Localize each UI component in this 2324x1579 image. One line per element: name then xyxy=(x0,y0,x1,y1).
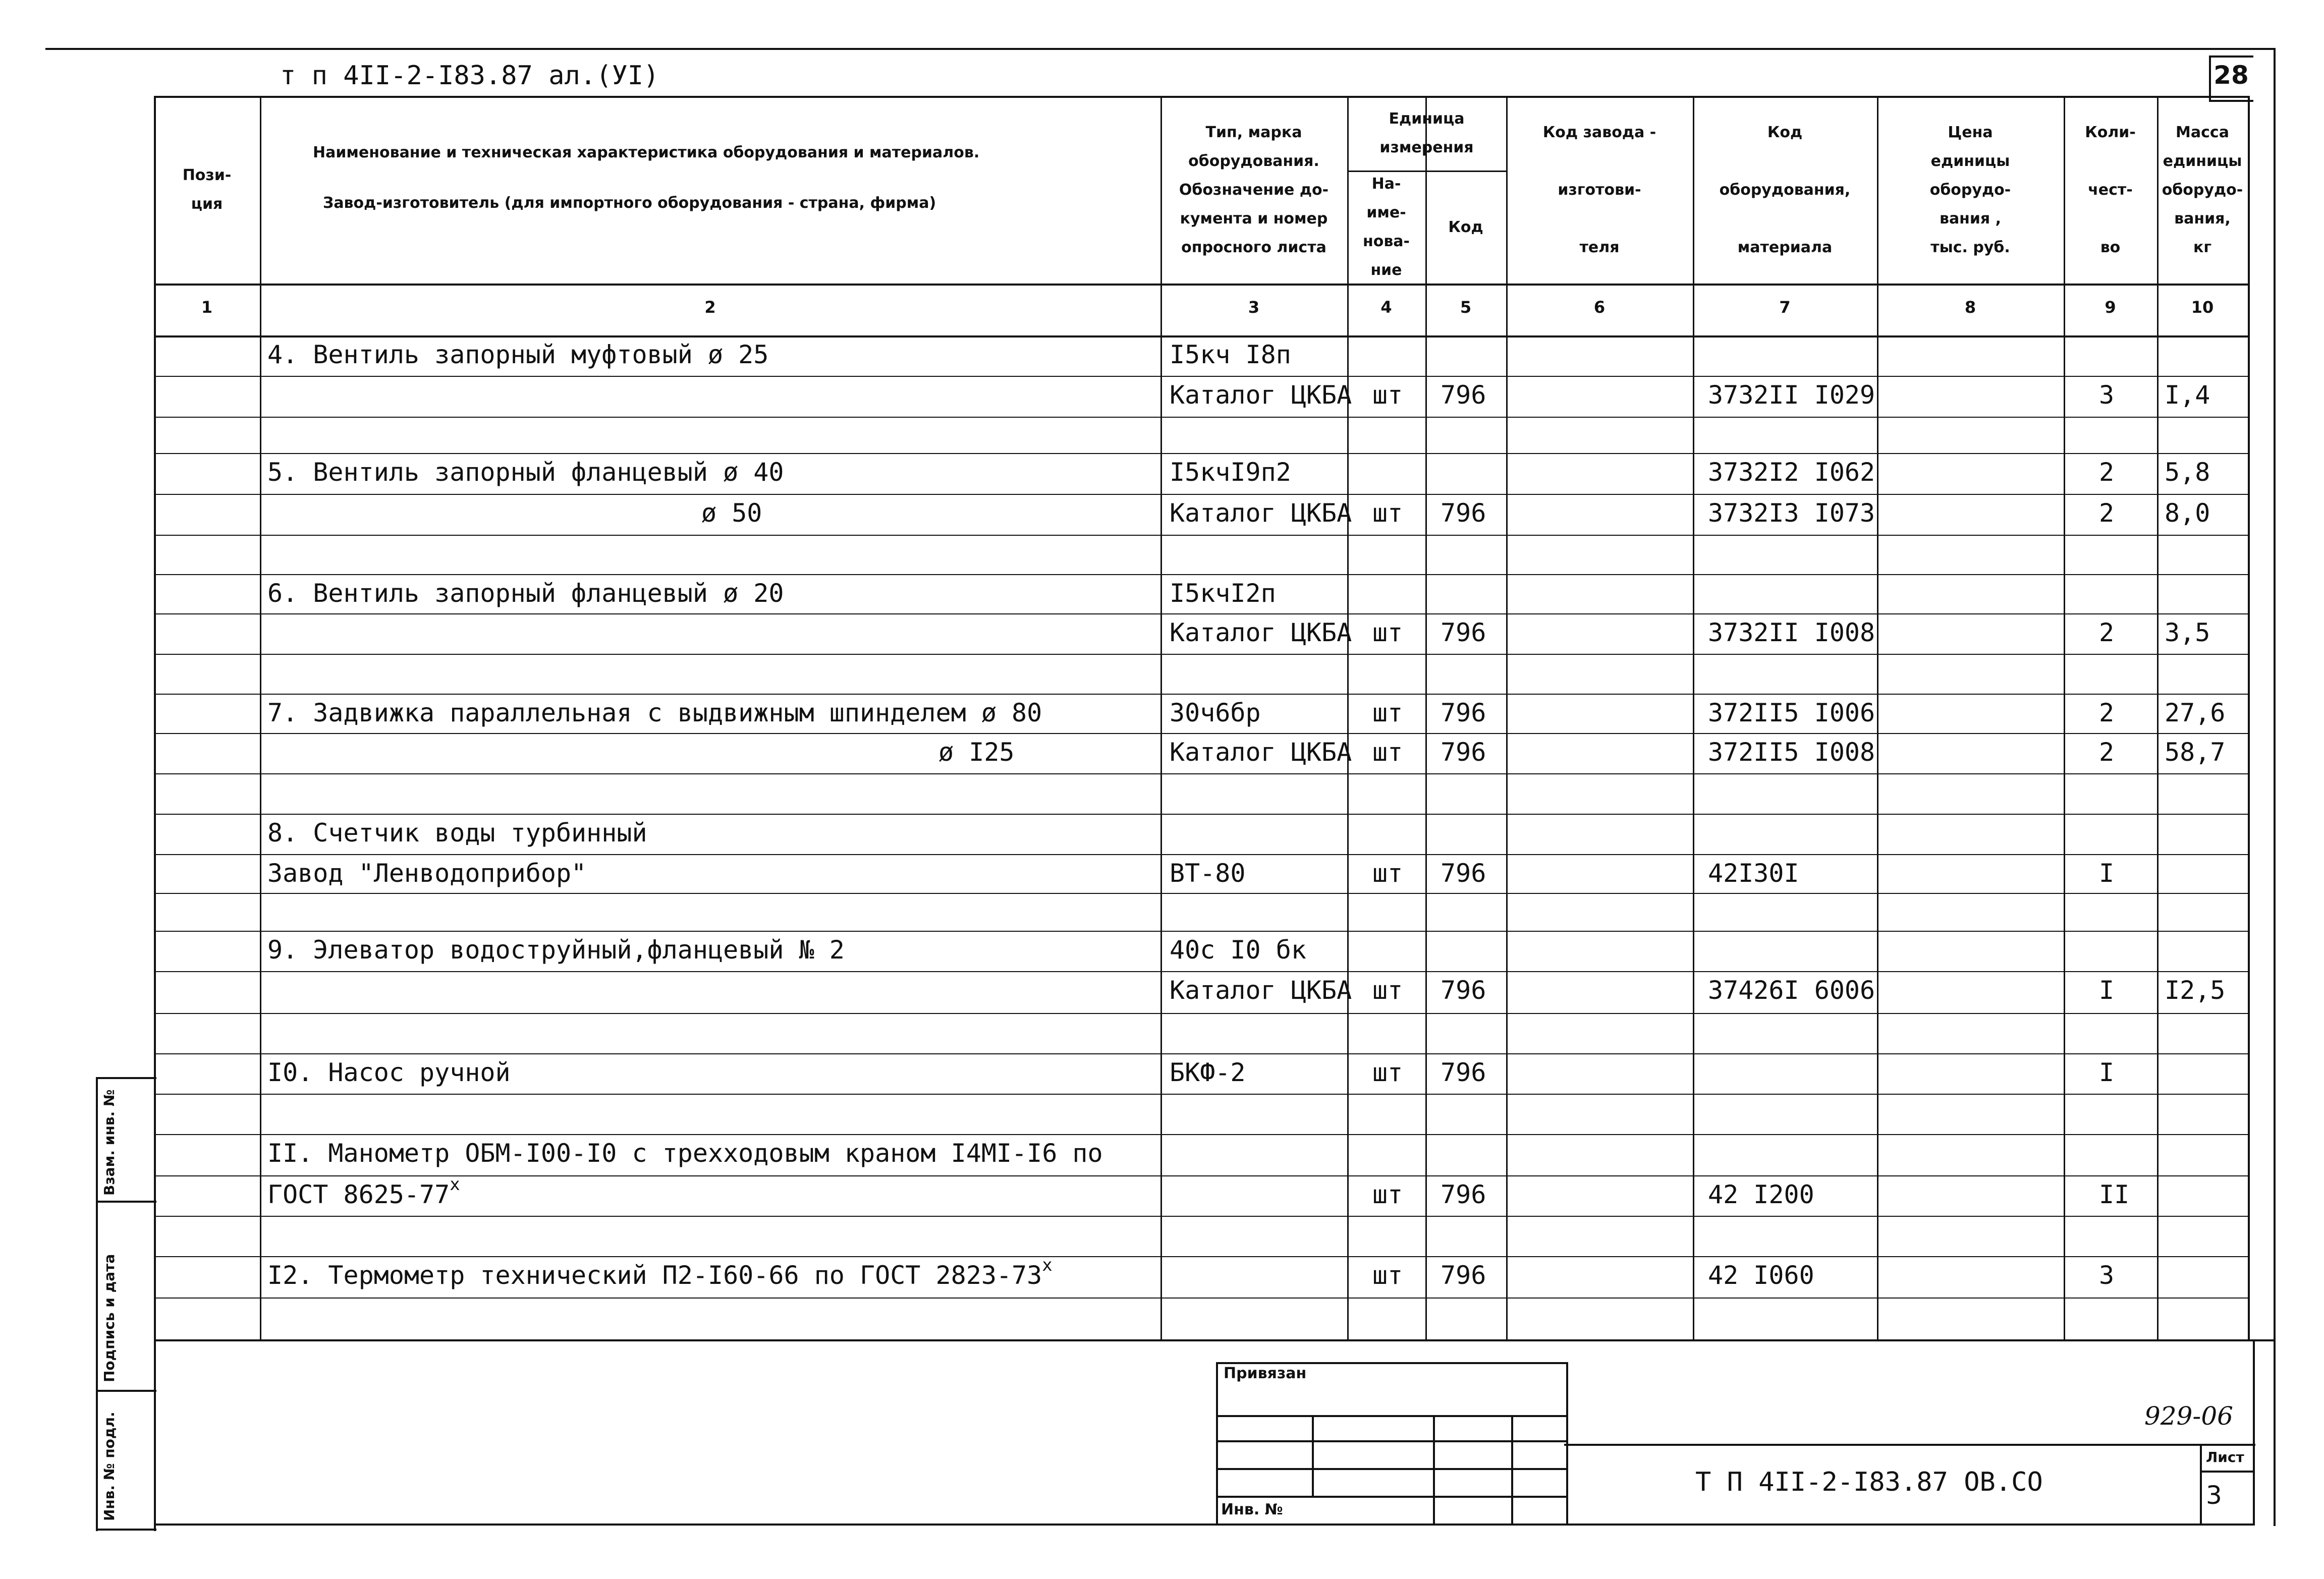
item-unit: шт xyxy=(1372,698,1403,727)
item-unit-code: 796 xyxy=(1441,976,1486,1005)
item-type: Каталог ЦКБА xyxy=(1170,380,1352,410)
item-unit-code: 796 xyxy=(1441,698,1486,727)
item-name: Завод "Ленводоприбор" xyxy=(267,859,587,888)
item-equipment-code: 3732I3 I073 xyxy=(1708,498,1875,528)
item-unit-code: 796 xyxy=(1441,618,1486,647)
side-label-vzam: Взам. инв. № xyxy=(101,1089,118,1196)
inv-no-label: Инв. № xyxy=(1221,1501,1283,1518)
item-quantity: I xyxy=(2099,1058,2115,1087)
item-type: I5кчI2п xyxy=(1170,579,1276,608)
side-label-inv-podl: Инв. № подл. xyxy=(101,1412,118,1521)
sheet-label: Лист xyxy=(2206,1449,2244,1465)
column-number: 7 xyxy=(1779,298,1791,317)
item-equipment-code: 3732II I029 xyxy=(1708,380,1875,410)
header-code: т п 4II-2-I83.87 ал.(УI) xyxy=(280,61,659,91)
item-unit: шт xyxy=(1372,1180,1403,1209)
item-quantity: 2 xyxy=(2099,458,2115,487)
column-number: 4 xyxy=(1380,298,1392,317)
handwritten-number: 929-06 xyxy=(2144,1401,2233,1431)
item-equipment-code: 3732I2 I062 xyxy=(1708,458,1875,487)
item-mass: 58,7 xyxy=(2165,738,2226,767)
side-label-podpis: Подпись и дата xyxy=(101,1254,118,1382)
header-unit: Единица измерения xyxy=(1379,110,1474,156)
specification-table xyxy=(154,96,2245,1342)
item-unit: шт xyxy=(1372,738,1403,767)
item-equipment-code: 37426I 6006 xyxy=(1708,976,1875,1005)
header-equipment-code: Код оборудования, материала xyxy=(1719,123,1851,256)
header-mass: Масса единицы оборудо- вания, кг xyxy=(2162,123,2243,256)
item-equipment-code: 42I30I xyxy=(1708,859,1799,888)
item-mass: 8,0 xyxy=(2165,498,2210,528)
header-unit-name: На- име- нова- ние xyxy=(1362,175,1410,279)
item-name: I2. Термометр технический П2-I60-66 по ГОСТ $2823-73^х$ xyxy=(267,1255,1053,1290)
item-equipment-code: 3732II I008 xyxy=(1708,618,1875,647)
item-name: 9. Элеватор водоструйный,фланцевый № 2 xyxy=(267,935,845,965)
item-name: ø I25 xyxy=(938,738,1015,767)
superscript-mark: х xyxy=(1042,1255,1053,1275)
privyazan-label: Привязан xyxy=(1224,1365,1307,1382)
item-unit: шт xyxy=(1372,498,1403,528)
item-type: Каталог ЦКБА xyxy=(1170,738,1352,767)
item-name: ø 50 xyxy=(701,498,762,528)
item-unit-code: 796 xyxy=(1441,380,1486,410)
column-number: 3 xyxy=(1248,298,1260,317)
header-unit-code: Код xyxy=(1448,218,1483,236)
header-name-line1: Наименование и техническая характеристика оборудования и материалов. xyxy=(313,144,980,161)
item-name: 4. Вентиль запорный муфтовый ø 25 xyxy=(267,340,769,369)
item-quantity: 2 xyxy=(2099,498,2115,528)
superscript-mark: х xyxy=(450,1174,460,1195)
header-position: Пози- ция xyxy=(182,166,232,213)
column-number: 10 xyxy=(2191,298,2214,317)
item-type: 40с I0 бк xyxy=(1170,935,1306,965)
header-name-line2: Завод-изготовитель (для импортного оборудования - страна, фирма) xyxy=(323,194,936,212)
item-name: ГОСТ $8625-77^х$ xyxy=(267,1174,460,1209)
item-name: 5. Вентиль запорный фланцевый ø 40 xyxy=(267,458,784,487)
item-unit: шт xyxy=(1372,1058,1403,1087)
item-quantity: 2 xyxy=(2099,738,2115,767)
item-type: I5кч I8п xyxy=(1170,340,1291,369)
item-type: I5кчI9п2 xyxy=(1170,458,1291,487)
column-number: 1 xyxy=(201,298,213,317)
item-quantity: 3 xyxy=(2099,380,2115,410)
item-name: 8. Счетчик воды турбинный xyxy=(267,818,647,848)
item-equipment-code: 42 I200 xyxy=(1708,1180,1814,1209)
item-unit: шт xyxy=(1372,976,1403,1005)
item-type: Каталог ЦКБА xyxy=(1170,618,1352,647)
column-number: 2 xyxy=(704,298,716,317)
item-mass: I2,5 xyxy=(2165,976,2226,1005)
item-unit-code: 796 xyxy=(1441,1261,1486,1290)
item-quantity: II xyxy=(2099,1180,2130,1209)
item-unit-code: 796 xyxy=(1441,498,1486,528)
item-equipment-code: 372II5 I006 xyxy=(1708,698,1875,727)
item-unit-code: 796 xyxy=(1441,1058,1486,1087)
item-unit: шт xyxy=(1372,859,1403,888)
item-quantity: 3 xyxy=(2099,1261,2115,1290)
item-type: ВТ-80 xyxy=(1170,859,1246,888)
item-equipment-code: 372II5 I008 xyxy=(1708,738,1875,767)
page-number: 28 xyxy=(2214,61,2249,90)
item-unit-code: 796 xyxy=(1441,738,1486,767)
item-unit-code: 796 xyxy=(1441,1180,1486,1209)
item-unit: шт xyxy=(1372,618,1403,647)
item-type: БКФ-2 xyxy=(1170,1058,1246,1087)
item-unit: шт xyxy=(1372,1261,1403,1290)
item-quantity: I xyxy=(2099,859,2115,888)
column-number: 6 xyxy=(1593,298,1606,317)
item-name: 7. Задвижка параллельная с выдвижным шпинделем ø 80 xyxy=(267,698,1042,727)
item-name: 6. Вентиль запорный фланцевый ø 20 xyxy=(267,579,784,608)
item-unit-code: 796 xyxy=(1441,859,1486,888)
item-mass: 27,6 xyxy=(2165,698,2226,727)
item-quantity: I xyxy=(2099,976,2115,1005)
stamp-document-code: Т П 4II-2-I83.87 ОВ.СО xyxy=(1695,1467,2043,1497)
item-name: I0. Насос ручной xyxy=(267,1058,511,1087)
item-name: II. Манометр ОБМ-I00-I0 с трехходовым краном I4МI-I6 по xyxy=(267,1139,1103,1168)
item-unit: шт xyxy=(1372,380,1403,410)
header-price: Цена единицы оборудо- вания , тыс. руб. xyxy=(1929,123,2011,256)
item-type: 30ч6бр xyxy=(1170,698,1261,727)
item-mass: 5,8 xyxy=(2165,458,2210,487)
header-factory-code: Код завода - изготови- теля xyxy=(1542,123,1656,256)
header-type: Тип, марка оборудования. Обозначение до- кумента и номер опросного листа xyxy=(1179,123,1329,256)
item-quantity: 2 xyxy=(2099,698,2115,727)
column-number: 9 xyxy=(2105,298,2116,317)
item-type: Каталог ЦКБА xyxy=(1170,498,1352,528)
item-mass: 3,5 xyxy=(2165,618,2210,647)
column-number: 5 xyxy=(1460,298,1472,317)
item-mass: I,4 xyxy=(2165,380,2210,410)
sheet-number: 3 xyxy=(2206,1481,2222,1510)
column-number: 8 xyxy=(1964,298,1976,317)
item-type: Каталог ЦКБА xyxy=(1170,976,1352,1005)
item-quantity: 2 xyxy=(2099,618,2115,647)
header-quantity: Коли- чест- во xyxy=(2085,123,2136,256)
item-equipment-code: 42 I060 xyxy=(1708,1261,1814,1290)
